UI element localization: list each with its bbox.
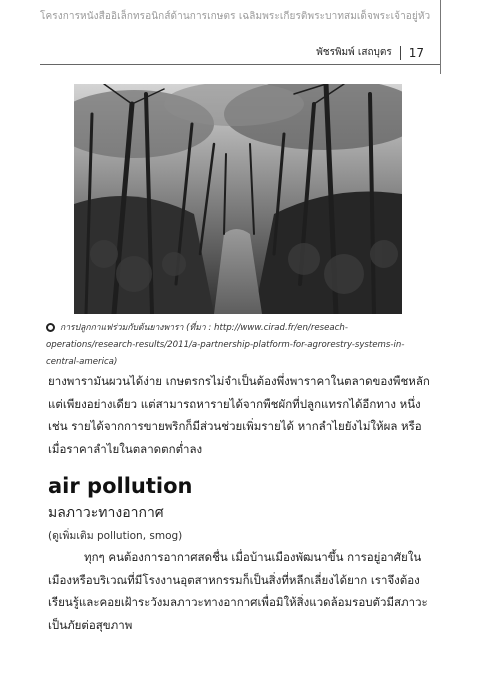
header-rule	[40, 64, 440, 65]
author-page-row	[316, 45, 424, 60]
page-number: 17	[408, 45, 424, 60]
page-separator	[400, 46, 401, 60]
caption-marker-icon	[46, 323, 55, 332]
entry-thai-term: มลภาวะทางอากาศ	[48, 505, 164, 521]
forest-illustration	[74, 84, 402, 314]
entry-term: air pollution	[48, 474, 193, 498]
caption-label: การปลูกกาแฟร่วมกับต้นยางพารา	[60, 323, 184, 333]
header-divider	[440, 0, 441, 74]
author-name: พัชรพิมพ์ เสถบุตร	[316, 47, 392, 58]
figure-caption	[46, 320, 436, 371]
entry-definition-text: ทุกๆ คนต้องการอากาศสดชื่น เมื่อบ้านเมืองพัฒนาขึ้น การอยู่อาศัยในเมืองหรือบริเวณที่มีโรงงานอุตสาหกรรมก็เป็นสิ่งที่หลีกเลี่ยงได้ยาก เราจึงต้องเรียนรู้และคอยเฝ้าระวังมลภาวะทางอากาศเพื่อมิให้สิ่งแวดล้อมรอบตัวมีสภาวะเป็นภัยต่อสุขภาพ	[48, 550, 428, 632]
body-paragraph: ยางพารามันผวนได้ง่าย เกษตรกรไม่จำเป็นต้องพึ่งพาราคาในตลาดของพืชหลักแต่เพียงอย่างเดียว แต่สามารถหารายได้จากพืชผักที่ปลูกแทรกได้อีกทาง หนึ่ง เช่น รายได้จากการขายพริกก็มีส่วนช่วยเพิ่มรายได้ หากลำไยยังไม่ให้ผล หรือเมื่อราคาลำไยในตลาดตกต่ำลง	[48, 374, 430, 456]
entry-definition	[48, 546, 440, 636]
caption-source: (ที่มา : http://www.cirad.fr/en/reseach-operations/research-results/2011/a-partnership-platform-for-agrorestry-systems-in-central-america)	[46, 323, 405, 367]
entry-see-also: (ดูเพิ่มเติม pollution, smog)	[48, 530, 183, 542]
forest-photo	[74, 84, 402, 314]
running-header: โครงการหนังสืออิเล็กทรอนิกส์ด้านการเกษตร เฉลิมพระเกียรติพระบาทสมเด็จพระเจ้าอยู่หัว	[40, 11, 431, 22]
